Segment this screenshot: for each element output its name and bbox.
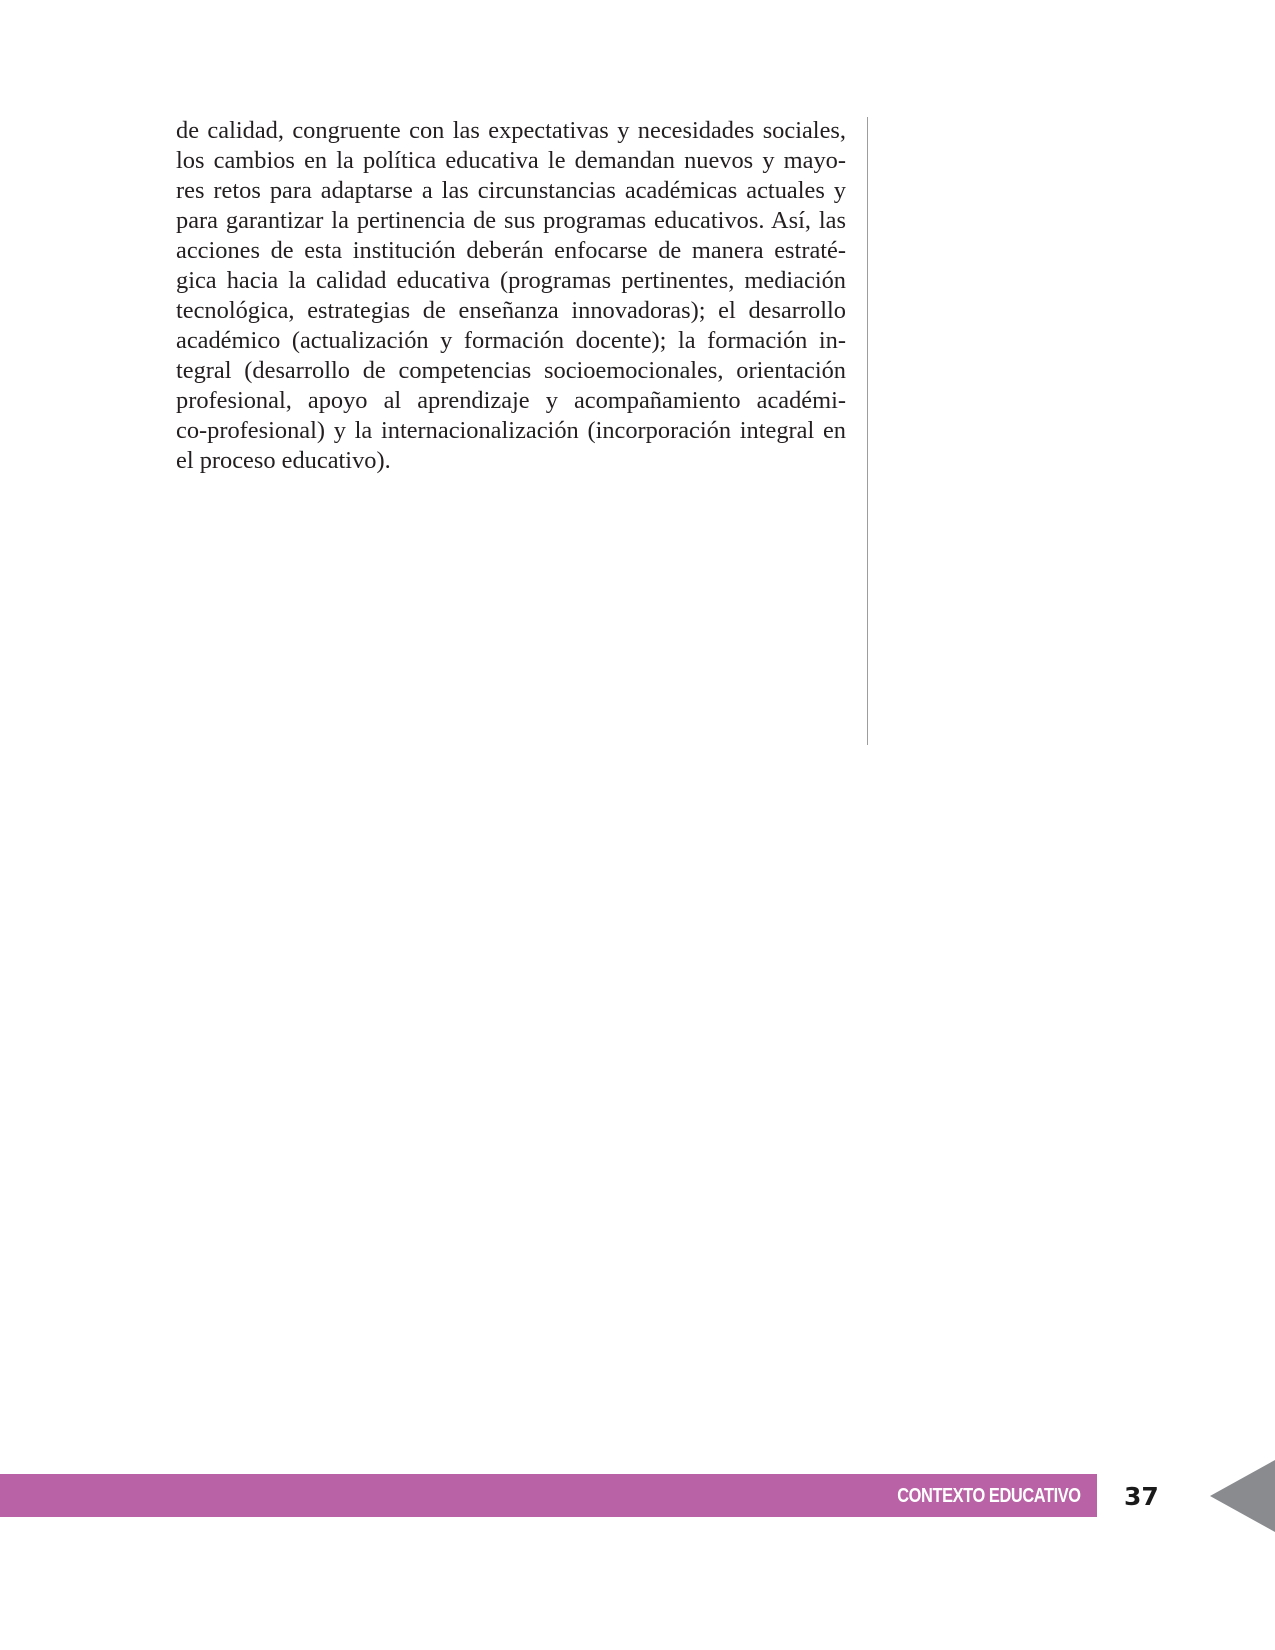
paragraph-line: los cambios en la política educativa le demandan nuevos y mayo-	[176, 147, 846, 174]
paragraph-line: académico (actualización y formación docente); la formación in-	[176, 327, 846, 354]
page-number: 37	[1124, 1482, 1159, 1511]
footer-section-bar	[0, 1474, 1097, 1517]
paragraph-line: acciones de esta institución deberán enfocarse de manera estraté-	[176, 237, 846, 264]
paragraph-line: tegral (desarrollo de competencias socioemocionales, orientación	[176, 357, 846, 384]
paragraph-line: co-profesional) y la internacionalización (incorporación integral en	[176, 417, 846, 444]
column-divider	[867, 117, 868, 745]
paragraph-line: res retos para adaptarse a las circunstancias académicas actuales y	[176, 177, 846, 204]
triangle-left-icon	[1210, 1460, 1275, 1532]
section-label: CONTEXTO EDUCATIVO	[897, 1485, 1081, 1507]
paragraph-line: tecnológica, estrategias de enseñanza innovadoras); el desarrollo	[176, 297, 846, 324]
paragraph-line: profesional, apoyo al aprendizaje y acompañamiento académi-	[176, 387, 846, 414]
paragraph-line: gica hacia la calidad educativa (programas pertinentes, mediación	[176, 267, 846, 294]
paragraph-line: para garantizar la pertinencia de sus programas educativos. Así, las	[176, 207, 846, 234]
paragraph-line: el proceso educativo).	[176, 447, 391, 474]
paragraph-line: de calidad, congruente con las expectativas y necesidades sociales,	[176, 117, 846, 144]
body-paragraph	[176, 116, 846, 476]
